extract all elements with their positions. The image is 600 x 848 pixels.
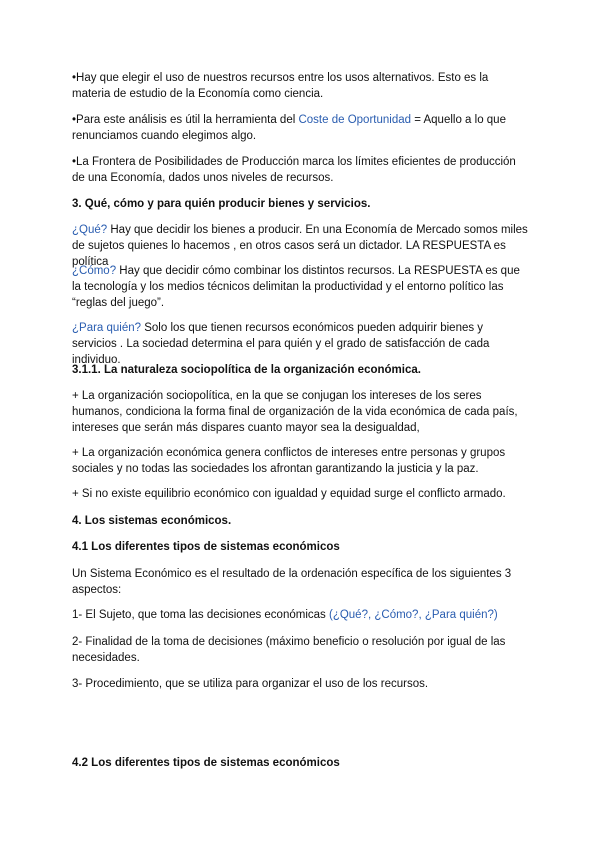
bullet-sociopolitica: + La organización sociopolítica, en la que se conjugan los intereses de los seres humanos, condiciona la forma final de organización de la vida económica de cada país, intereses que serán más dispares cuanto mayor sea la desigualdad, xyxy=(72,390,518,434)
paragraph-text: = Aquello a lo que renunciamos cuando elegimos algo. xyxy=(72,114,506,142)
bullet-conflictos: + La organización económica genera conflictos de intereses entre personas y grupos sociales y no todas las sociedades los afrontan garantizando la justicia y la paz. xyxy=(72,447,506,475)
list-item-sujeto xyxy=(72,607,528,623)
que-term: ¿Qué? xyxy=(72,224,108,236)
paragraph-sistema-economico: Un Sistema Económico es el resultado de la ordenación específica de los siguientes 3 aspectos: xyxy=(72,568,512,596)
heading-4-1: 4.1 Los diferentes tipos de sistemas económicos xyxy=(72,541,340,553)
heading-3-1-1: 3.1.1. La naturaleza sociopolítica de la organización económica. xyxy=(72,364,421,376)
heading-4-2: 4.2 Los diferentes tipos de sistemas económicos xyxy=(72,757,340,769)
heading-4: 4. Los sistemas económicos. xyxy=(72,515,232,527)
coste-oportunidad-link[interactable]: Coste de Oportunidad xyxy=(298,114,412,126)
list-item-procedimiento: 3- Procedimiento, que se utiliza para organizar el uso de los recursos. xyxy=(72,678,429,690)
paragraph-materia xyxy=(72,70,528,102)
paragraph-frontera xyxy=(72,154,528,186)
list-item-finalidad: 2- Finalidad de la toma de decisiones (máximo beneficio o resolución por igual de las necesidades. xyxy=(72,636,506,664)
paragraph-text: •La Frontera de Posibilidades de Producción marca los límites eficientes de producción de una Economía, dados unos niveles de recursos. xyxy=(72,156,516,184)
decisiones-link[interactable]: (¿Qué?, ¿Cómo?, ¿Para quién?) xyxy=(328,609,498,621)
como-term: ¿Cómo? xyxy=(72,265,117,277)
paragraph-text: Hay que decidir los bienes a producir. En una Economía de Mercado somos miles de sujetos quienes lo hacemos , en otros casos será un dictador. LA RESPUESTA es política xyxy=(72,224,528,268)
paragraph-para-quien xyxy=(72,320,528,368)
paragraph-text: 1- El Sujeto, que toma las decisiones económicas xyxy=(72,609,329,621)
paragraph-coste-oportunidad xyxy=(72,112,528,144)
paragraph-text: Hay que decidir cómo combinar los distintos recursos. La RESPUESTA es que la tecnología y los medios técnicos delimitan la productividad y el entorno político las “reglas del juego”. xyxy=(72,265,520,309)
paragraph-text: •Hay que elegir el uso de nuestros recursos entre los usos alternativos. Esto es la materia de estudio de la Economía como ciencia. xyxy=(72,72,489,100)
paragraph-como xyxy=(72,263,528,311)
para-quien-term: ¿Para quién? xyxy=(72,322,142,334)
paragraph-text: •Para este análisis es útil la herramienta del xyxy=(72,114,299,126)
bullet-equilibrio: + Si no existe equilibrio económico con igualdad y equidad surge el conflicto armado. xyxy=(72,488,506,500)
paragraph-text: Solo los que tienen recursos económicos pueden adquirir bienes y servicios . La sociedad determina el para quién y el grado de satisfacción de cada individuo. xyxy=(72,322,490,366)
heading-3: 3. Qué, cómo y para quién producir bienes y servicios. xyxy=(72,198,371,210)
